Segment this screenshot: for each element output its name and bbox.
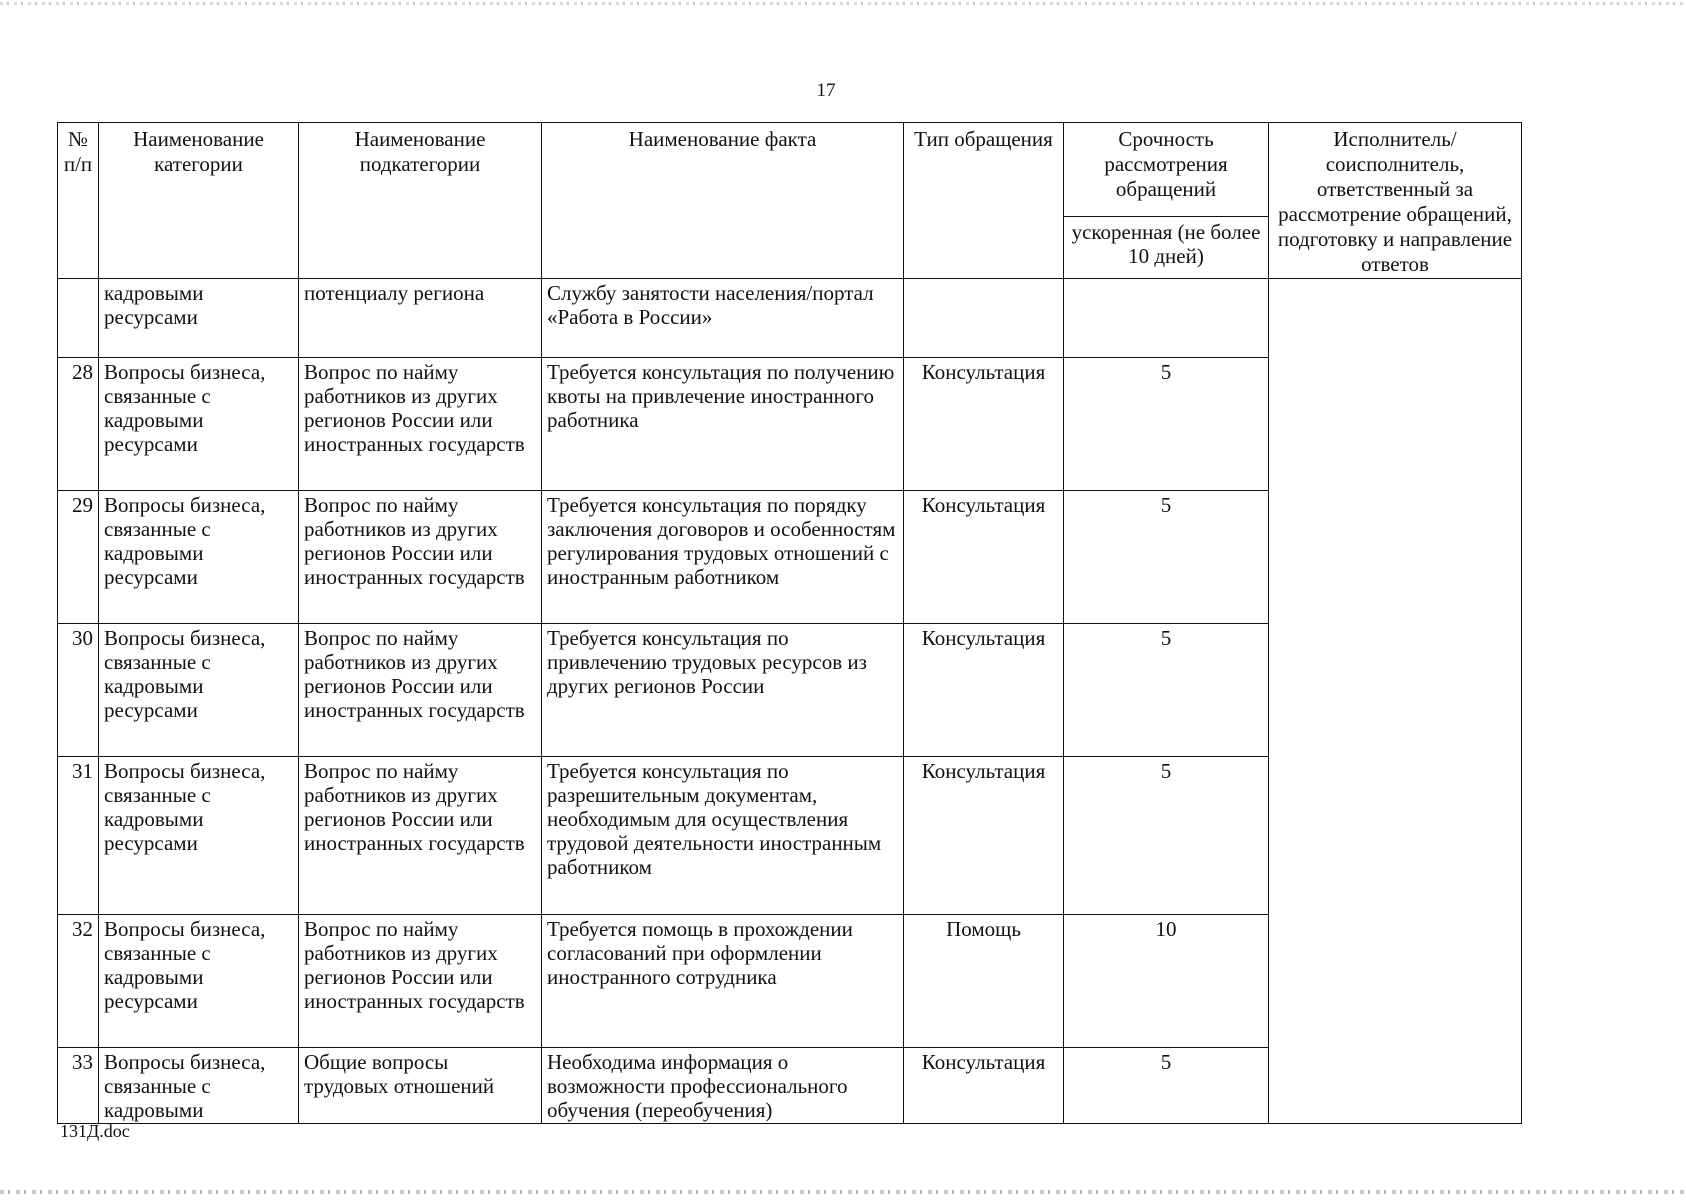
row-type: Консультация bbox=[904, 491, 1064, 624]
row-days: 5 bbox=[1064, 1048, 1269, 1124]
row-subcategory: Общие вопросы трудовых отношений bbox=[299, 1048, 542, 1124]
footer-file-name: 131Д.doc bbox=[60, 1121, 130, 1141]
row-category: кадровыми ресурсами bbox=[99, 279, 299, 358]
row-subcategory: Вопрос по найму работников из других регионов России или иностранных государств bbox=[299, 624, 542, 757]
row-subcategory: потенциалу региона bbox=[299, 279, 542, 358]
row-category: Вопросы бизнеса, связанные с кадровыми ресурсами bbox=[99, 624, 299, 757]
row-type: Консультация bbox=[904, 1048, 1064, 1124]
row-category: Вопросы бизнеса, связанные с кадровыми ресурсами bbox=[99, 757, 299, 915]
row-fact: Требуется консультация по порядку заключения договоров и особенностям регулирования трудовых отношений с иностранным работником bbox=[542, 491, 904, 624]
header-fact: Наименование факта bbox=[542, 123, 904, 279]
table-row bbox=[58, 279, 1522, 358]
row-days: 5 bbox=[1064, 358, 1269, 491]
row-fact: Требуется консультация по привлечению трудовых ресурсов из других регионов России bbox=[542, 624, 904, 757]
row-num: 30 bbox=[58, 624, 99, 757]
executor-cell bbox=[1269, 279, 1522, 1124]
row-category: Вопросы бизнеса, связанные с кадровыми bbox=[99, 1048, 299, 1124]
row-days bbox=[1064, 279, 1269, 358]
header-category: Наименование категории bbox=[99, 123, 299, 279]
row-category: Вопросы бизнеса, связанные с кадровыми ресурсами bbox=[99, 358, 299, 491]
header-executor: Исполнитель/соисполнитель, ответственный за рассмотрение обращений, подготовку и направление ответов bbox=[1269, 123, 1522, 279]
row-category: Вопросы бизнеса, связанные с кадровыми ресурсами bbox=[99, 915, 299, 1048]
row-fact: Требуется консультация по разрешительным документам, необходимым для осуществления трудовой деятельности иностранным работником bbox=[542, 757, 904, 915]
row-days: 5 bbox=[1064, 624, 1269, 757]
header-subcategory: Наименование подкатегории bbox=[299, 123, 542, 279]
row-fact: Требуется консультация по получению квоты на привлечение иностранного работника bbox=[542, 358, 904, 491]
row-num: 29 bbox=[58, 491, 99, 624]
row-num bbox=[58, 279, 99, 358]
row-fact: Требуется помощь в прохождении согласований при оформлении иностранного сотрудника bbox=[542, 915, 904, 1048]
row-num: 31 bbox=[58, 757, 99, 915]
row-days: 10 bbox=[1064, 915, 1269, 1048]
header-type: Тип обращения bbox=[904, 123, 1064, 279]
table-header bbox=[58, 123, 1522, 279]
row-subcategory: Вопрос по найму работников из других регионов России или иностранных государств bbox=[299, 358, 542, 491]
scan-edge-bottom bbox=[0, 1190, 1686, 1194]
row-fact: Необходима информация о возможности профессионального обучения (переобучения) bbox=[542, 1048, 904, 1124]
header-urgency-accelerated: ускоренная (не более 10 дней) bbox=[1064, 217, 1269, 279]
row-num: 32 bbox=[58, 915, 99, 1048]
row-category: Вопросы бизнеса, связанные с кадровыми ресурсами bbox=[99, 491, 299, 624]
row-num: 33 bbox=[58, 1048, 99, 1124]
row-type: Консультация bbox=[904, 757, 1064, 915]
row-subcategory: Вопрос по найму работников из других регионов России или иностранных государств bbox=[299, 757, 542, 915]
row-days: 5 bbox=[1064, 757, 1269, 915]
header-urgency: Срочность рассмотрения обращений bbox=[1064, 123, 1269, 217]
header-num: № п/п bbox=[58, 123, 99, 279]
row-fact: Службу занятости населения/портал «Работа в России» bbox=[542, 279, 904, 358]
row-type bbox=[904, 279, 1064, 358]
scan-edge-top bbox=[0, 2, 1686, 5]
row-type: Помощь bbox=[904, 915, 1064, 1048]
appeals-registry-table bbox=[57, 122, 1522, 1124]
row-days: 5 bbox=[1064, 491, 1269, 624]
row-type: Консультация bbox=[904, 358, 1064, 491]
row-type: Консультация bbox=[904, 624, 1064, 757]
page-number: 17 bbox=[816, 80, 836, 101]
row-subcategory: Вопрос по найму работников из других регионов России или иностранных государств bbox=[299, 915, 542, 1048]
table-body bbox=[58, 279, 1522, 1124]
row-subcategory: Вопрос по найму работников из других регионов России или иностранных государств bbox=[299, 491, 542, 624]
row-num: 28 bbox=[58, 358, 99, 491]
